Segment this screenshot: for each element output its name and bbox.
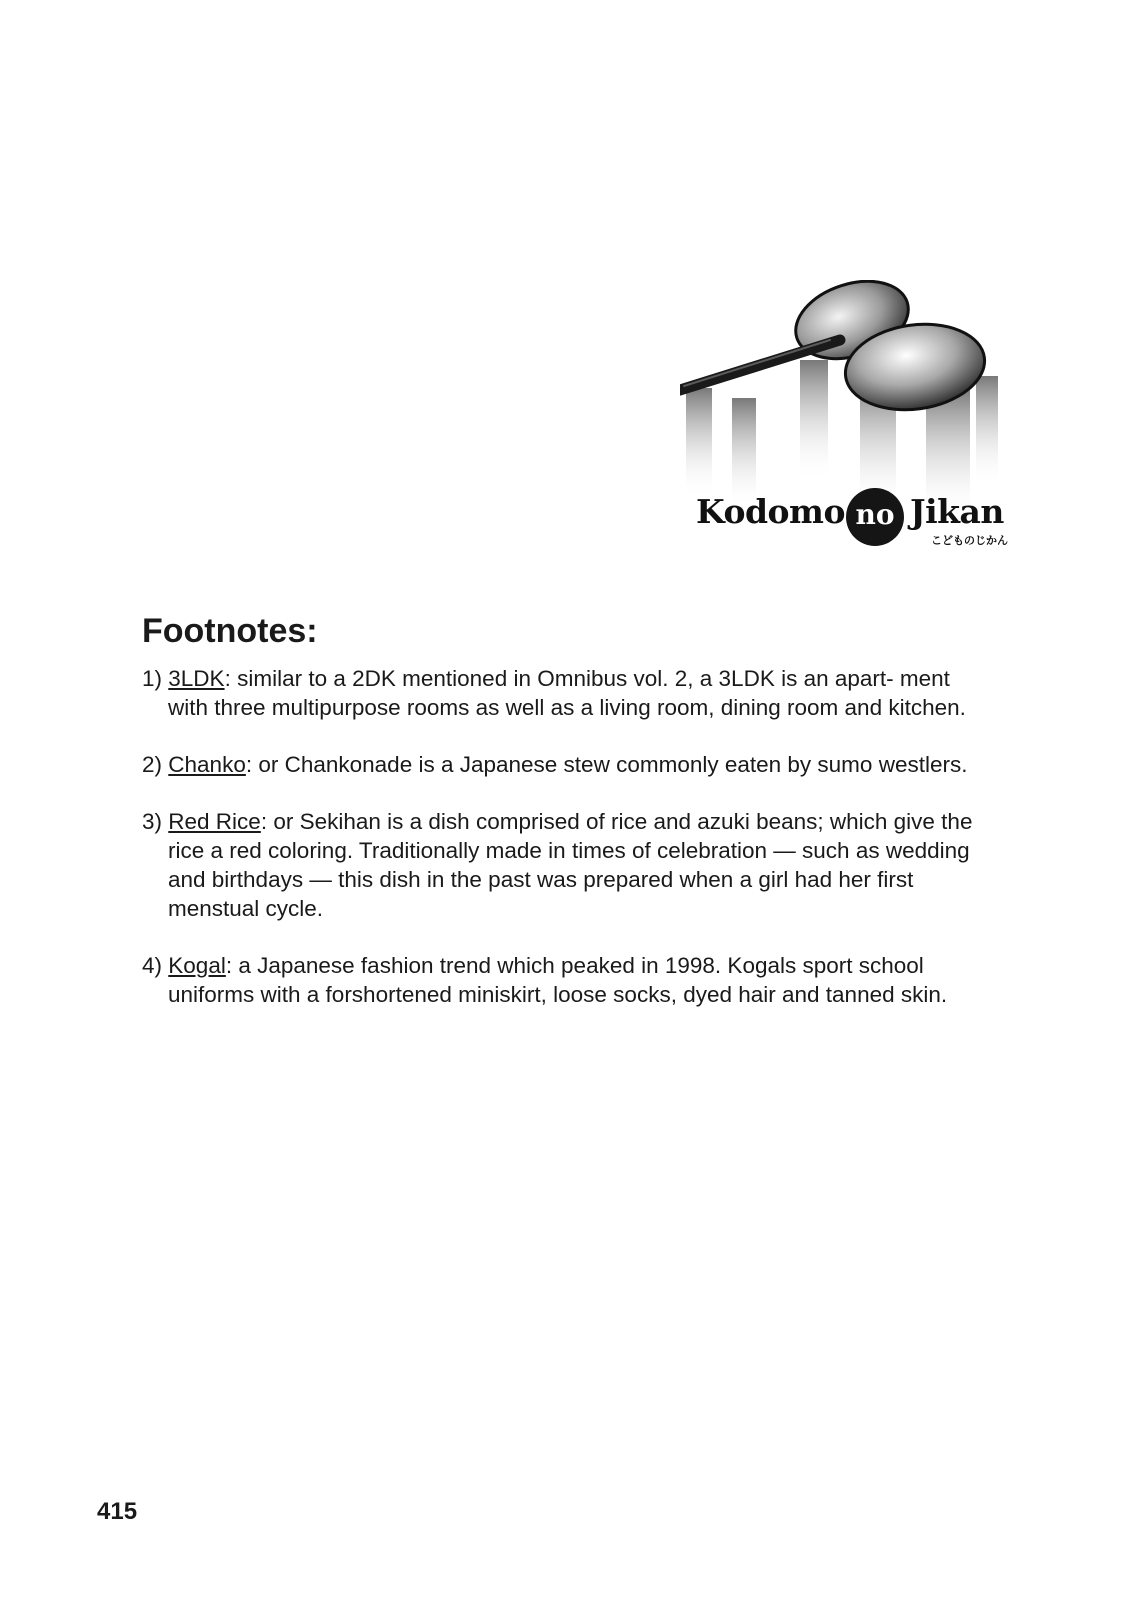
logo-kana: こどものじかん xyxy=(931,534,1008,547)
footnote-term: Red Rice xyxy=(168,809,261,834)
logo-word-kodomo: Kodomo xyxy=(696,492,845,531)
footnote-text: : or Sekihan is a dish comprised of rice and azuki beans; which give the rice a red coloring. Traditionally made in times of celebration — such as wedding and birthdays — this dish in the past was prepared when a girl had her first menstual cycle. xyxy=(168,809,973,921)
footnotes-heading: Footnotes: xyxy=(142,612,318,650)
footnote-term: Kogal xyxy=(168,953,226,978)
footnote-term: Chanko xyxy=(168,752,246,777)
footnote-number: 3) xyxy=(142,809,163,834)
footnote-item xyxy=(142,807,982,923)
footnote-text: : or Chankonade is a Japanese stew commonly eaten by sumo westlers. xyxy=(245,752,968,777)
footnote-text: : similar to a 2DK mentioned in Omnibus vol. 2, a 3LDK is an apart- ment with three multipurpose rooms as well as a living room, dining room and kitchen. xyxy=(168,666,966,720)
logo-no-badge: no xyxy=(846,488,904,546)
footnote-item xyxy=(142,750,982,779)
logo-wordmark xyxy=(696,488,1016,568)
footnote-item xyxy=(142,951,982,1009)
footnote-number: 4) xyxy=(142,953,163,978)
footnote-text: : a Japanese fashion trend which peaked in 1998. Kogals sport school uniforms with a forshortened miniskirt, loose socks, dyed hair and tanned skin. xyxy=(168,953,948,1007)
logo-word-jikan: Jikan xyxy=(910,492,1004,531)
footnote-item xyxy=(142,664,982,722)
footnote-term: 3LDK xyxy=(168,666,225,691)
footnote-number: 2) xyxy=(142,752,163,777)
page-number: 415 xyxy=(97,1498,138,1525)
footnote-number: 1) xyxy=(142,666,163,691)
footnotes-list xyxy=(142,664,982,1037)
